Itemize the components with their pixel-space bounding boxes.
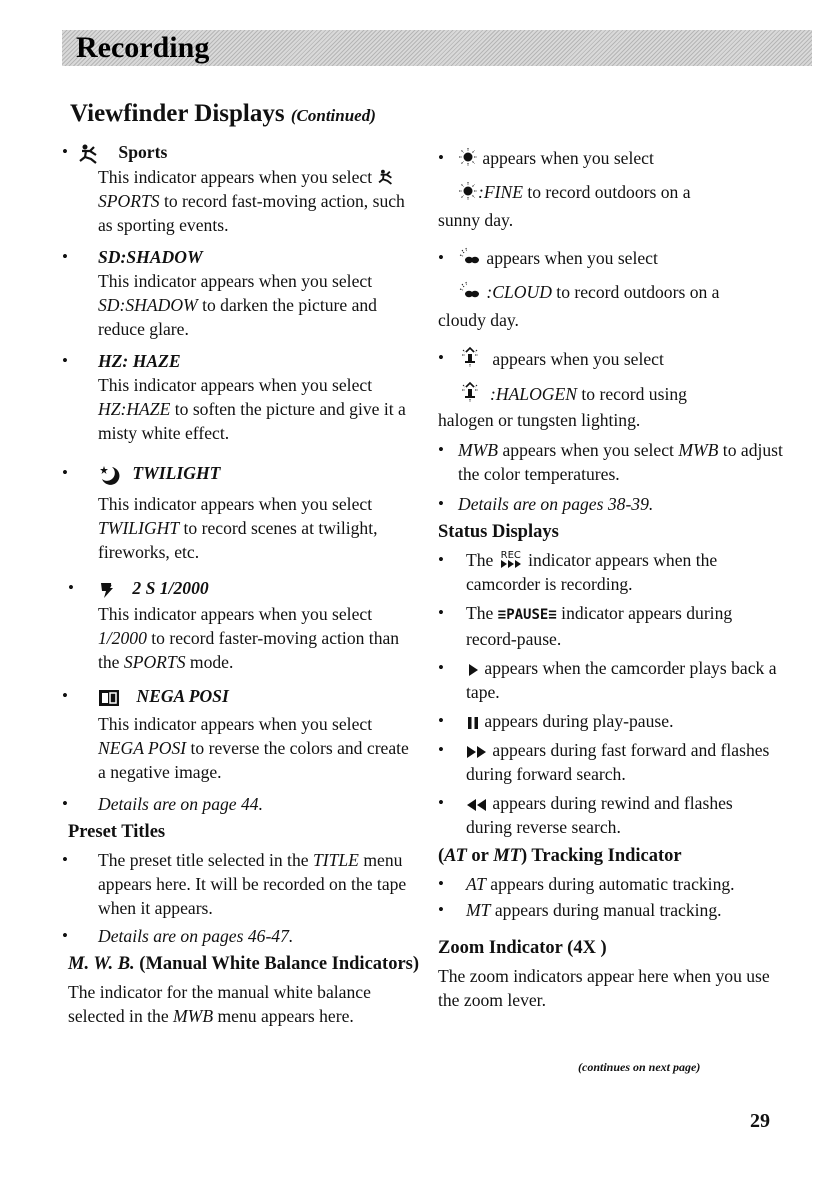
sun-icon xyxy=(458,147,478,167)
list-item: • The preset title selected in the TITLE menu appears here. It will be recorded on the tape when it appears. xyxy=(62,849,407,918)
play-icon xyxy=(466,663,480,677)
section-heading-zoom: Zoom Indicator (4X ) xyxy=(438,938,607,958)
item-title: SD:SHADOW xyxy=(98,246,203,267)
list-item: • appears during rewind and flashes during reverse search. xyxy=(438,793,733,837)
item-title: HZ: HAZE xyxy=(98,350,181,371)
twilight-icon xyxy=(98,464,120,486)
heading-title: Viewfinder Displays xyxy=(70,100,285,127)
bullet: • xyxy=(438,603,444,622)
section-heading-status: Status Displays xyxy=(438,522,559,542)
item-title: TWILIGHT xyxy=(132,462,221,483)
mwb-paragraph: The indicator for the manual white balance selected in the MWB menu appears here. xyxy=(68,981,371,1026)
bullet: • xyxy=(438,900,444,919)
list-item xyxy=(62,576,420,674)
item-desc: This indicator appears when you select TWILIGHT to record scenes at twilight, fireworks, etc. xyxy=(98,493,378,562)
heading-continued: (Continued) xyxy=(290,106,376,125)
item-desc: This indicator appears when you select NEGA POSI to reverse the colors and create a negative image. xyxy=(98,713,409,782)
list-item: • appears when you select :FINE to record outdoors on a sunny day. xyxy=(438,148,691,230)
item-title-row xyxy=(76,140,420,165)
list-item: • appears during play-pause. xyxy=(438,711,674,731)
bullet: • xyxy=(438,793,444,812)
pause-icon xyxy=(466,716,480,730)
halogen-icon xyxy=(458,346,482,368)
item-title: NEGA POSI xyxy=(136,685,229,706)
bullet: • xyxy=(438,148,444,167)
list-item: • appears when you select :HALOGEN to record using halogen or tungsten lighting. xyxy=(438,348,687,430)
list-item: • appears when you select :CLOUD to record outdoors on a cloudy day. xyxy=(438,248,720,330)
shutter-icon xyxy=(98,580,118,600)
bullet: • xyxy=(62,142,68,161)
page-number: 29 xyxy=(750,1110,770,1132)
list-item: • MT appears during manual tracking. xyxy=(438,900,722,920)
bullet: • xyxy=(62,246,68,266)
section-banner xyxy=(62,30,812,66)
list-item: • The ≡PAUSE≡ indicator appears during record-pause. xyxy=(438,603,733,649)
rec-indicator: REC xyxy=(500,551,522,570)
rec-arrows-icon xyxy=(500,560,522,568)
item-desc: This indicator appears when you select SPORTS to record fast-moving action, such as sporting events. xyxy=(98,166,405,235)
sports-icon xyxy=(76,143,102,165)
sports-icon xyxy=(376,168,396,186)
bullet: • xyxy=(438,658,444,677)
bullet: • xyxy=(438,740,444,759)
list-item: • appears when the camcorder plays back a tape. xyxy=(438,658,777,702)
item-title-row xyxy=(98,576,420,600)
details-note: Details are on pages 38-39. xyxy=(458,494,654,514)
bullet: • xyxy=(438,348,444,367)
bullet: • xyxy=(62,849,68,869)
item-desc: This indicator appears when you select HZ:HAZE to soften the picture and give it a misty white effect. xyxy=(98,374,406,443)
bullet: • xyxy=(438,440,444,459)
page-heading xyxy=(70,100,376,128)
continues-note: (continues on next page) xyxy=(578,1060,701,1074)
list-item xyxy=(62,924,420,948)
cloud-icon xyxy=(458,281,482,301)
item-title-row xyxy=(98,684,420,708)
item-desc: This indicator appears when you select 1/2000 to record faster-moving action than the SPORTS mode. xyxy=(98,603,400,672)
fast-forward-icon xyxy=(466,745,488,759)
zoom-paragraph: The zoom indicators appear here when you use the zoom lever. xyxy=(438,966,770,1010)
details-note: Details are on page 44. xyxy=(98,793,264,814)
bullet: • xyxy=(438,494,444,513)
list-item: • The REC indicator appears when the camcorder is recording. xyxy=(438,550,718,594)
pause-indicator: ≡PAUSE≡ xyxy=(497,607,557,623)
right-column xyxy=(438,146,783,1012)
section-title: Recording xyxy=(76,31,210,64)
list-item: • AT appears during automatic tracking. xyxy=(438,874,735,894)
list-item xyxy=(62,792,420,816)
bullet: • xyxy=(438,711,444,730)
section-heading-preset-titles: Preset Titles xyxy=(68,821,166,842)
list-item: • appears during fast forward and flashes during forward search. xyxy=(438,740,770,784)
list-item xyxy=(62,140,420,237)
bullet: • xyxy=(62,793,68,813)
list-item: • MWB appears when you select MWB to adjust the color temperatures. xyxy=(438,440,783,484)
bullet: • xyxy=(68,577,74,597)
list-item xyxy=(438,492,783,516)
section-heading-tracking: (AT or MT) Tracking Indicator xyxy=(438,846,682,866)
sun-icon xyxy=(458,181,478,201)
bullet: • xyxy=(62,462,68,482)
item-title: 2 S 1/2000 xyxy=(132,577,209,598)
list-item xyxy=(62,461,420,564)
item-desc: This indicator appears when you select SD:SHADOW to darken the picture and reduce glare. xyxy=(98,270,377,339)
rewind-icon xyxy=(466,798,488,812)
list-item xyxy=(62,684,420,784)
bullet: • xyxy=(438,874,444,893)
halogen-icon xyxy=(458,381,482,403)
item-title-row xyxy=(98,461,420,486)
list-item xyxy=(62,245,420,341)
item-title: Sports xyxy=(118,142,168,162)
bullet: • xyxy=(62,685,68,705)
bullet: • xyxy=(438,248,444,267)
section-heading-mwb: M. W. B. (Manual White Balance Indicators) xyxy=(68,953,420,974)
bullet: • xyxy=(62,350,68,370)
cloud-icon xyxy=(458,247,482,267)
bullet: • xyxy=(438,550,444,569)
list-item xyxy=(62,349,420,445)
bullet: • xyxy=(62,925,68,945)
left-column xyxy=(62,140,420,1028)
nega-posi-icon xyxy=(98,689,120,707)
details-note: Details are on pages 46-47. xyxy=(98,925,294,946)
